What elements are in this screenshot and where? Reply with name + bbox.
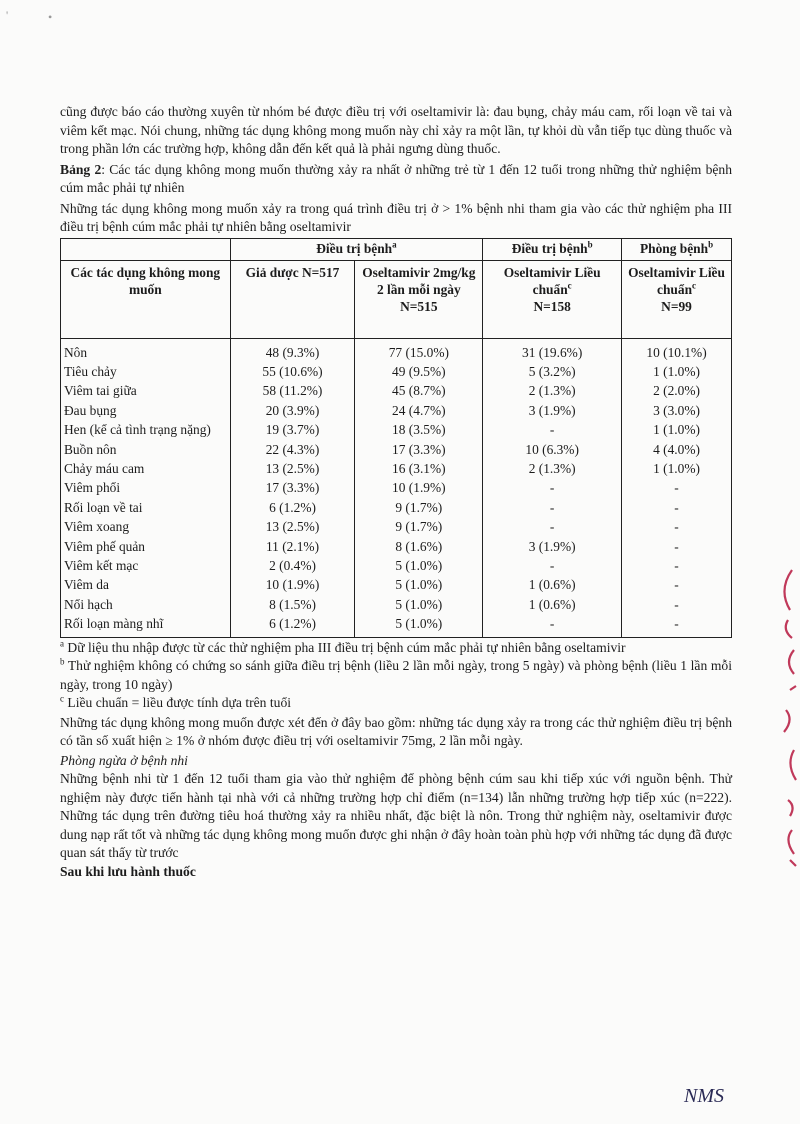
table-row — [61, 362, 732, 381]
effect-name-cell: Rối loạn về tai — [61, 498, 231, 517]
value-cell: 3 (1.9%) — [483, 537, 622, 556]
value-cell: 13 (2.5%) — [230, 459, 355, 478]
effect-name-cell: Tiêu chảy — [61, 362, 231, 381]
corner-mark-dot: • — [48, 10, 53, 24]
red-stamp-fragment — [770, 560, 800, 880]
value-cell: 4 (4.0%) — [622, 440, 732, 459]
effect-name-cell: Viêm phổi — [61, 478, 231, 497]
effect-name-cell: Buồn nôn — [61, 440, 231, 459]
value-cell: - — [622, 517, 732, 536]
effect-name-cell: Hen (kể cả tình trạng nặng) — [61, 420, 231, 439]
value-cell: 6 (1.2%) — [230, 614, 355, 637]
value-cell: 1 (0.6%) — [483, 575, 622, 594]
value-cell: 58 (11.2%) — [230, 381, 355, 400]
value-cell: 16 (3.1%) — [355, 459, 483, 478]
value-cell: 3 (3.0%) — [622, 401, 732, 420]
value-cell: 13 (2.5%) — [230, 517, 355, 536]
corner-mark-left: ' — [6, 8, 9, 22]
col-header-oseltamivir-prevention: Oseltamivir Liều chuẩn$^c$ N=99 — [622, 260, 732, 338]
table-row — [61, 595, 732, 614]
document-page — [60, 103, 732, 881]
value-cell: 6 (1.2%) — [230, 498, 355, 517]
footnote-a: $^a$ Dữ liệu thu nhập được từ các thử nghiệm pha III điều trị bệnh cúm mắc phải tự nhiên bằng oseltamivir — [60, 638, 626, 655]
value-cell: 5 (1.0%) — [355, 614, 483, 637]
effect-name-cell: Nổi hạch — [61, 595, 231, 614]
value-cell: - — [483, 498, 622, 517]
prevention-paragraph: Những bệnh nhi từ 1 đến 12 tuổi tham gia vào thử nghiệm để phòng bệnh cúm sau khi tiếp xúc với nguồn bệnh. Thử nghiệm này được tiến hành tại nhà với cả những trường hợp chỉ điểm (n=134) lẫn những trường hợp tiếp xúc (n=222). Những tác dụng trên đường tiêu hoá thường xảy ra nhiều nhất, đặc biệt là nôn. Trong thử nghiệm này, oseltamivir được dung nạp rất tốt và những tác dụng không mong muốn được ghi nhận ở đây hoàn toàn phù hợp với những tác dụng đã được quan sát thấy từ trước — [60, 771, 732, 861]
table-row — [61, 420, 732, 439]
table-row — [61, 498, 732, 517]
value-cell: 17 (3.3%) — [230, 478, 355, 497]
effect-name-cell: Rối loạn màng nhĩ — [61, 614, 231, 637]
value-cell: 10 (1.9%) — [355, 478, 483, 497]
value-cell: - — [483, 420, 622, 439]
value-cell: 9 (1.7%) — [355, 517, 483, 536]
value-cell: 19 (3.7%) — [230, 420, 355, 439]
effect-name-cell: Chảy máu cam — [61, 459, 231, 478]
value-cell: 1 (0.6%) — [483, 595, 622, 614]
group-header-treatment-a: Điều trị bệnh$^a$ — [230, 238, 483, 260]
header-empty — [61, 238, 231, 260]
table-row — [61, 459, 732, 478]
col-header-placebo: Giả dược N=517 — [230, 260, 355, 338]
value-cell: 49 (9.5%) — [355, 362, 483, 381]
value-cell: - — [483, 556, 622, 575]
value-cell: 20 (3.9%) — [230, 401, 355, 420]
value-cell: 11 (2.1%) — [230, 537, 355, 556]
value-cell: 8 (1.5%) — [230, 595, 355, 614]
effect-name-cell: Viêm phế quản — [61, 537, 231, 556]
value-cell: 45 (8.7%) — [355, 381, 483, 400]
value-cell: - — [622, 595, 732, 614]
effect-name-cell: Viêm da — [61, 575, 231, 594]
footnote-b: $^b$ Thử nghiệm không có chứng so sánh giữa điều trị bệnh (liều 2 lần mỗi ngày, trong 5 ngày) và phòng bệnh (liều 1 lần mỗi ngày, trong 10 ngày) — [60, 656, 732, 692]
value-cell: 5 (1.0%) — [355, 595, 483, 614]
value-cell: 18 (3.5%) — [355, 420, 483, 439]
value-cell: 9 (1.7%) — [355, 498, 483, 517]
col-header-oseltamivir-treatment: Oseltamivir Liều chuẩn$^c$ N=158 — [483, 260, 622, 338]
table-caption-text: : Các tác dụng không mong muốn thường xảy ra nhất ở những trẻ từ 1 đến 12 tuổi trong những thử nghiệm bệnh cúm mắc phải tự nhiên — [60, 161, 732, 195]
value-cell: 1 (1.0%) — [622, 420, 732, 439]
table-row — [61, 517, 732, 536]
value-cell: 24 (4.7%) — [355, 401, 483, 420]
col-header-oseltamivir-2mg: Oseltamivir 2mg/kg 2 lần mỗi ngày N=515 — [355, 260, 483, 338]
effect-name-cell: Đau bụng — [61, 401, 231, 420]
value-cell: 2 (1.3%) — [483, 381, 622, 400]
value-cell: 31 (19.6%) — [483, 338, 622, 362]
value-cell: 5 (1.0%) — [355, 556, 483, 575]
footnote-c: $^c$ Liều chuẩn = liều được tính dựa trên tuổi — [60, 693, 292, 711]
table-row — [61, 440, 732, 459]
value-cell: 10 (10.1%) — [622, 338, 732, 362]
table-row — [61, 556, 732, 575]
signature-text: NMS — [684, 1085, 724, 1107]
value-cell: 2 (2.0%) — [622, 381, 732, 400]
signature-mark — [680, 1080, 740, 1110]
value-cell: - — [622, 556, 732, 575]
value-cell: 77 (15.0%) — [355, 338, 483, 362]
value-cell: 17 (3.3%) — [355, 440, 483, 459]
value-cell: 48 (9.3%) — [230, 338, 355, 362]
value-cell: 10 (1.9%) — [230, 575, 355, 594]
group-header-prevention: Phòng bệnh$^b$ — [622, 238, 732, 260]
after-table-paragraph: Những tác dụng không mong muốn được xét đến ở đây bao gồm: những tác dụng xảy ra trong các thử nghiệm điều trị bệnh có tần số xuất hiện ≥ 1% ở nhóm được điều trị với oseltamivir 75mg, 2 lần mỗi ngày. — [60, 714, 732, 749]
table-intro: Những tác dụng không mong muốn xảy ra trong quá trình điều trị ở > 1% bệnh nhi tham gia vào các thử nghiệm pha III điều trị bệnh cúm mắc phải tự nhiên bằng oseltamivir — [60, 200, 732, 234]
col-header-effects: Các tác dụng không mong muốn — [61, 260, 231, 338]
table-caption — [60, 161, 732, 198]
table-row — [61, 478, 732, 497]
effect-name-cell: Viêm kết mạc — [61, 556, 231, 575]
table-row — [61, 614, 732, 637]
value-cell: 10 (6.3%) — [483, 440, 622, 459]
group-header-treatment-b: Điều trị bệnh$^b$ — [483, 238, 622, 260]
table-row — [61, 537, 732, 556]
value-cell: - — [622, 614, 732, 637]
value-cell: 3 (1.9%) — [483, 401, 622, 420]
effect-name-cell: Viêm xoang — [61, 517, 231, 536]
value-cell: 2 (0.4%) — [230, 556, 355, 575]
adverse-effects-table — [60, 238, 732, 638]
table-row — [61, 338, 732, 362]
footnotes — [60, 639, 732, 713]
value-cell: 2 (1.3%) — [483, 459, 622, 478]
value-cell: 22 (4.3%) — [230, 440, 355, 459]
table-row — [61, 401, 732, 420]
value-cell: - — [622, 498, 732, 517]
intro-paragraph: cũng được báo cáo thường xuyên từ nhóm bé được điều trị với oseltamivir là: đau bụng, chảy máu cam, rối loạn về tai và viêm kết mạc. Nói chung, những tác dụng không mong muốn này chỉ xảy ra một lần, tự khỏi dù vẫn tiếp tục dùng thuốc và trong phần lớn các trường hợp, không dẫn đến kết quả là phải ngưng dùng thuốc. — [60, 104, 732, 156]
prevention-heading: Phòng ngừa ở bệnh nhi — [60, 752, 188, 768]
table-caption-label: Bảng 2 — [60, 161, 102, 177]
value-cell: - — [622, 478, 732, 497]
value-cell: - — [483, 517, 622, 536]
value-cell: - — [622, 575, 732, 594]
value-cell: 55 (10.6%) — [230, 362, 355, 381]
value-cell: - — [483, 614, 622, 637]
value-cell: 8 (1.6%) — [355, 537, 483, 556]
effect-name-cell: Viêm tai giữa — [61, 381, 231, 400]
value-cell: - — [483, 478, 622, 497]
value-cell: 5 (1.0%) — [355, 575, 483, 594]
post-marketing-heading: Sau khi lưu hành thuốc — [60, 863, 196, 879]
value-cell: 1 (1.0%) — [622, 362, 732, 381]
table-row — [61, 381, 732, 400]
table-row — [61, 575, 732, 594]
value-cell: 1 (1.0%) — [622, 459, 732, 478]
value-cell: - — [622, 537, 732, 556]
effect-name-cell: Nôn — [61, 338, 231, 362]
value-cell: 5 (3.2%) — [483, 362, 622, 381]
